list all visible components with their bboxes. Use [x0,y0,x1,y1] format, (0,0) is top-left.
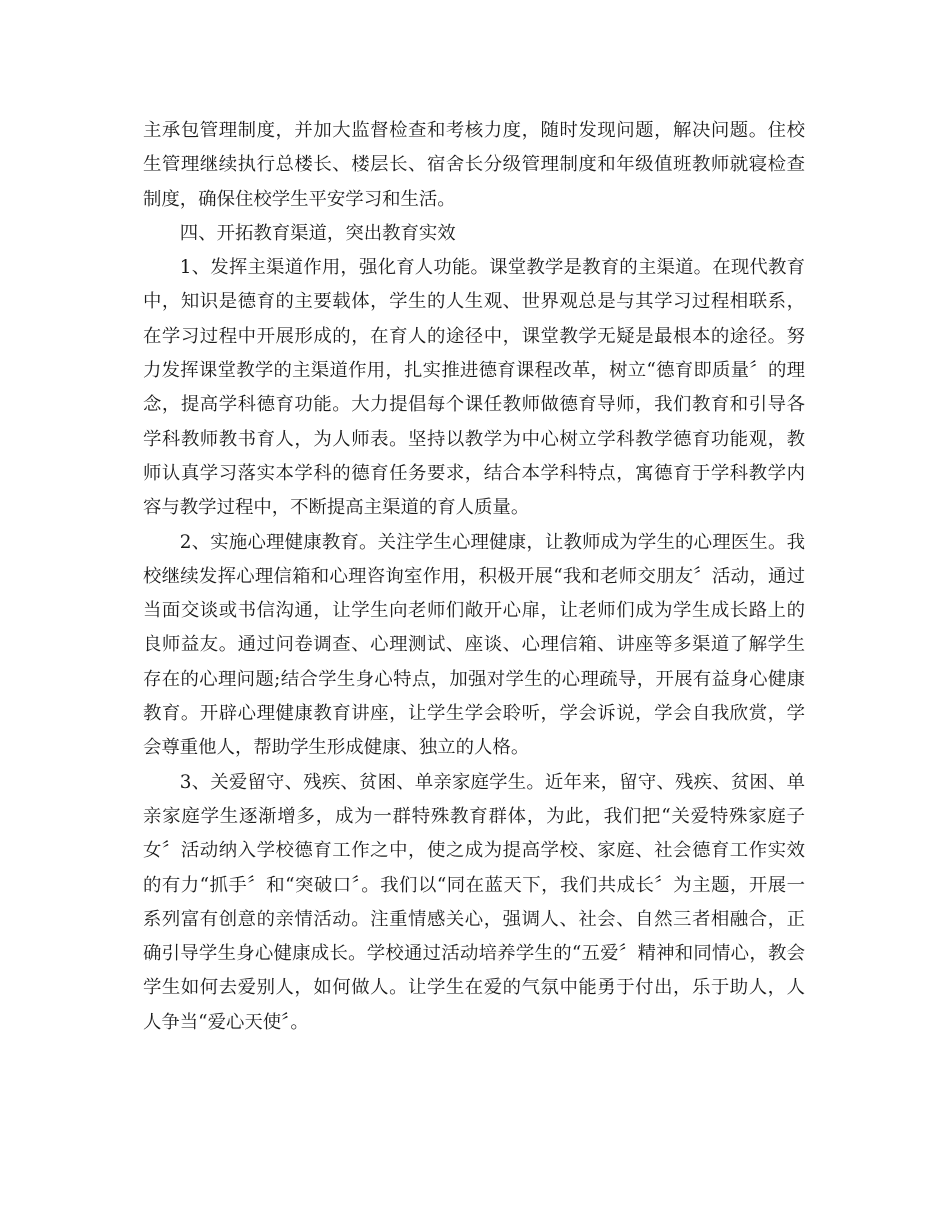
paragraph-continuation: 主承包管理制度，并加大监督检查和考核力度，随时发现问题，解决问题。住校生管理继续执行总楼长、楼层长、宿舍长分级管理制度和年级值班教师就寝检查制度，确保住校学生平安学习和生活。 [143,120,805,210]
document-body [143,114,805,1040]
paragraph-item-3: 3、关爱留守、残疾、贫困、单亲家庭学生。近年来，留守、残疾、贫困、单亲家庭学生逐渐增多，成为一群特殊教育群体，为此，我们把“关爱特殊家庭子女〞活动纳入学校德育工作之中，使之成为提高学校、家庭、社会德育工作实效的有力“抓手〞和“突破口〞。我们以“同在蓝天下，我们共成长〞为主题，开展一系列富有创意的亲情活动。注重情感关心，强调人、社会、自然三者相融合，正确引导学生身心健康成长。学校通过活动培养学生的“五爱〞精神和同情心，教会学生如何去爱别人，如何做人。让学生在爱的气氛中能勇于付出，乐于助人，人人争当“爱心天使〞。 [143,771,805,1033]
paragraph-item-2: 2、实施心理健康教育。关注学生心理健康，让教师成为学生的心理医生。我校继续发挥心理信箱和心理咨询室作用，积极开展“我和老师交朋友〞活动，通过当面交谈或书信沟通，让学生向老师们敞开心扉，让老师们成为学生成长路上的良师益友。通过问卷调查、心理测试、座谈、心理信箱、讲座等多渠道了解学生存在的心理问题;结合学生身心特点，加强对学生的心理疏导，开展有益身心健康教育。开辟心理健康教育讲座，让学生学会聆听，学会诉说，学会自我欣赏，学会尊重他人，帮助学生形成健康、独立的人格。 [143,531,805,759]
section-heading: 四、开拓教育渠道，突出教育实效 [179,222,456,244]
paragraph-item-1: 1、发挥主渠道作用，强化育人功能。课堂教学是教育的主渠道。在现代教育中，知识是德育的主要载体，学生的人生观、世界观总是与其学习过程相联系，在学习过程中开展形成的，在育人的途径中，课堂教学无疑是最根本的途径。努力发挥课堂教学的主渠道作用，扎实推进德育课程改革，树立“德育即质量〞的理念，提高学科德育功能。大力提倡每个课任教师做德育导师，我们教育和引导各学科教师教书育人，为人师表。坚持以教学为中心树立学科教学德育功能观，教师认真学习落实本学科的德育任务要求，结合本学科特点，寓德育于学科教学内容与教学过程中，不断提高主渠道的育人质量。 [143,257,805,519]
